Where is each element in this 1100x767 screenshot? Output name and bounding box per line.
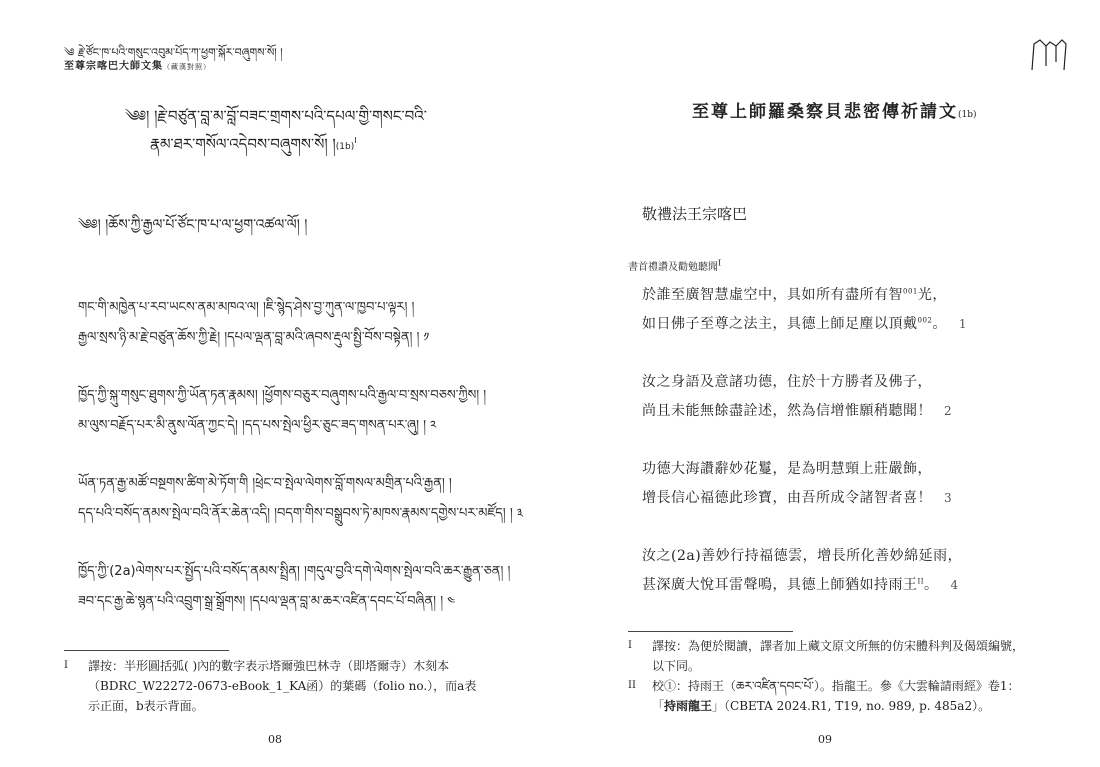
chinese-verse-3-line-2-text: 增長信心福德此珍寶，由吾所成令諸智者喜！ bbox=[642, 490, 932, 506]
chinese-verse-4-line-2-note: II bbox=[917, 577, 925, 586]
tibetan-verse-number-2: ༢ bbox=[429, 418, 437, 432]
footnote-text: 譯按：半形圓括弧( )內的數字表示塔爾強巴林寺（即塔爾寺）木刻本（BDRC_W22272-0673-eBook_1_KA函）的葉碼（folio no.），而a表示正面，b表示背面。 bbox=[88, 659, 477, 713]
chinese-verse-1-line-1-end: 光， bbox=[917, 287, 947, 303]
chinese-verse-number-1: 1 bbox=[958, 317, 968, 331]
tibetan-verse-4-line-1: ཁྱོད་ཀྱི་(2a)ལེགས་པར་སྤྱོད་པའི་བསོད་ནམས་སྤྲིན། །གདུལ་བྱའི་དགེ་ལེགས་སྤེལ་བའི་ཆར་རྒྱུན་ཅན། ། bbox=[78, 564, 511, 579]
footnote-2 bbox=[628, 676, 1028, 716]
footnote-text-2-after: 」（CBETA 2024.R1, T19, no. 989, p. 485a2）。 bbox=[712, 699, 991, 713]
running-header-tibetan: ༄ རྗེ་ཙོང་ཁ་པའི་གསུང་འབུམ་པོད་ཀ་ཕྱག་སྐོར་བཞུགས་སོ། ། bbox=[64, 46, 283, 59]
tibetan-verse-2-line-2 bbox=[78, 410, 436, 447]
tibetan-verse-2-line-2-text: མ་ལུས་བརྗོད་པར་མི་ནུས་ལོན་ཀྱང་དེ། །དད་པས་སྤེལ་ཕྱིར་ཅུང་ཟད་གསན་པར་ཞུ། ། bbox=[78, 418, 426, 433]
tibetan-verse-3-line-1: ཡོན་ཏན་རྒྱ་མཚོ་བསྔགས་ཚིག་མེ་ཏོག་གི །ཕྲེང་བ་སྤེལ་ལེགས་བློ་གསལ་མགྲིན་པའི་རྒྱན། ། bbox=[78, 476, 452, 491]
tibetan-verse-1-line-2 bbox=[78, 322, 429, 359]
footnote-mark-1: I bbox=[628, 640, 632, 651]
section-heading bbox=[628, 258, 721, 273]
footnote-1 bbox=[64, 656, 484, 716]
section-footnote-mark: I bbox=[718, 258, 722, 268]
footnote-text-2-bold: 持雨龍王 bbox=[664, 699, 713, 713]
footnote-mark: I bbox=[64, 660, 68, 671]
chinese-title-text: 至尊上師羅桑察貝悲密傳祈請文 bbox=[692, 102, 958, 122]
chinese-verse-number-2: 2 bbox=[944, 404, 953, 418]
chinese-verse-2-line-1: 汝之身語及意諸功德，住於十方勝者及佛子， bbox=[642, 374, 932, 390]
tibetan-verse-3-line-2 bbox=[78, 498, 523, 535]
tibetan-title-line-1: ༄༅། །རྗེ་བཙུན་བླ་མ་བློ་བཟང་གྲགས་པའི་དཔལ་གྱི་གསང་བའི་ bbox=[125, 107, 427, 125]
chinese-verse-1-line-1 bbox=[642, 284, 947, 304]
section-heading-text: 書首禮讚及勸勉聽聞 bbox=[628, 262, 718, 273]
chinese-verse-1-line-2-text: 如日佛子至尊之法主，具德上師足塵以頂戴 bbox=[642, 316, 918, 332]
tibetan-homage: ༄༅། །ཆོས་ཀྱི་རྒྱལ་པོ་ཙོང་ཁ་པ་ལ་ཕྱག་འཚལ་ལོ། ། bbox=[78, 217, 308, 233]
right-page bbox=[550, 0, 1100, 767]
running-header-chinese bbox=[64, 57, 211, 72]
footnote-mark-2: II bbox=[628, 680, 636, 691]
tibetan-verse-1-line-2-text: རྒྱལ་སྲས་ཉི་མ་རྗེ་བཙུན་ཆོས་ཀྱི་རྗེ། །དཔལ་ལྡན་བླ་མའི་ཞབས་རྡུལ་སྤྱི་བོས་བསྟེན། ། bbox=[78, 330, 420, 345]
chinese-verse-number-4: 4 bbox=[950, 578, 959, 592]
chinese-verse-number-3: 3 bbox=[944, 491, 953, 505]
running-header-chinese-note: （藏漢對照） bbox=[163, 63, 211, 71]
tibetan-title-folio: (1b) bbox=[335, 142, 355, 152]
footnote-text-1: 譯按：為便於閱讀，譯者加上藏文原文所無的仿宋體科判及偈頌編號，以下同。 bbox=[652, 639, 1025, 673]
chinese-verse-1-line-2 bbox=[642, 313, 967, 333]
chinese-verse-2-line-2 bbox=[642, 400, 952, 420]
tibetan-title-footnote-mark: I bbox=[354, 136, 357, 145]
tibetan-verse-2-line-1: ཁྱོད་ཀྱི་སྐུ་གསུང་ཐུགས་ཀྱི་ཡོན་ཏན་རྣམས། །ཕྱོགས་བཅུར་བཞུགས་པའི་རྒྱལ་བ་སྲས་བཅས་ཀྱིས། ། bbox=[78, 388, 487, 403]
footnote-text-2-before: 校①：持雨王（ཆར་འཛིན་དབང་པོ་）。指龍王。參《大雲輪請雨經》卷1：「 bbox=[652, 679, 1020, 713]
chinese-title-folio: (1b) bbox=[958, 110, 977, 120]
chinese-verse-2-line-2-text: 尚且未能無餘盡詮述，然為信增惟願稍聽聞！ bbox=[642, 403, 932, 419]
tibetan-title-line-2-text: རྣམ་ཐར་གསོལ་འདེབས་བཞུགས་སོ། ། bbox=[150, 135, 336, 153]
tibetan-title-line-2 bbox=[150, 128, 357, 170]
running-header-chinese-title: 至尊宗喀巴大師文集 bbox=[64, 61, 163, 72]
tibetan-verse-1-line-1: གང་གི་མཁྱེན་པ་རབ་ཡངས་ནམ་མཁའ་ལ། །ཇི་སྙེད་ཤེས་བྱ་ཀུན་ལ་ཁྱབ་པ་ལྟར། ། bbox=[78, 300, 415, 315]
footnote-text-2 bbox=[652, 676, 1028, 716]
chinese-verse-4-line-1: 汝之(2a)善妙行持福德雲，增長所化善妙綿延雨， bbox=[642, 548, 963, 564]
chinese-verse-1-line-1-text: 於誰至廣智慧虛空中，具如所有盡所有智 bbox=[642, 287, 903, 303]
chinese-verse-1-line-2-note: 002 bbox=[917, 316, 933, 325]
chinese-verse-4-line-2-end: 。 bbox=[924, 577, 939, 593]
chinese-homage: 敬禮法王宗喀巴 bbox=[642, 205, 748, 223]
tibetan-verse-number-1: ༡ bbox=[423, 330, 430, 344]
chinese-verse-3-line-2 bbox=[642, 487, 952, 507]
chinese-verse-4-line-2 bbox=[642, 574, 959, 594]
tibetan-verse-number-4: ༤ bbox=[447, 594, 456, 608]
tibetan-verse-3-line-2-text: དད་པའི་བསོད་ནམས་སྤེལ་བའི་ནོར་ཆེན་འདི། །བདག་གིས་བསྒྲུབས་ཏེ་མཁས་རྣམས་དགྱེས་པར་མཛོད། ། bbox=[78, 506, 513, 521]
footnote-1 bbox=[628, 636, 1028, 676]
tibetan-verse-4-line-2-text: ཟབ་དང་རྒྱ་ཆེ་སྙན་པའི་འབྲུག་སྒྲ་སྒྲོགས། །དཔལ་ལྡན་བླ་མ་ཆར་འཛིན་དབང་པོ་བཞིན། ། bbox=[78, 594, 444, 609]
footnote-rule bbox=[64, 650, 229, 651]
page-number: 09 bbox=[818, 733, 832, 746]
tibetan-verse-4-line-2 bbox=[78, 586, 455, 623]
chinese-verse-1-line-1-note: 001 bbox=[903, 287, 918, 296]
tibetan-verse-number-3: ༣ bbox=[516, 506, 523, 520]
footnote-rule bbox=[628, 631, 793, 632]
ornament-icon bbox=[1026, 38, 1070, 74]
chinese-title bbox=[692, 97, 977, 122]
page-number: 08 bbox=[268, 733, 282, 746]
chinese-verse-3-line-1: 功德大海讚辭妙花鬘，是為明慧頸上莊嚴飾， bbox=[642, 461, 932, 477]
chinese-verse-1-line-2-end: 。 bbox=[932, 316, 947, 332]
chinese-verse-4-line-2-text: 甚深廣大悅耳雷聲鳴，具德上師猶如持雨王 bbox=[642, 577, 918, 593]
